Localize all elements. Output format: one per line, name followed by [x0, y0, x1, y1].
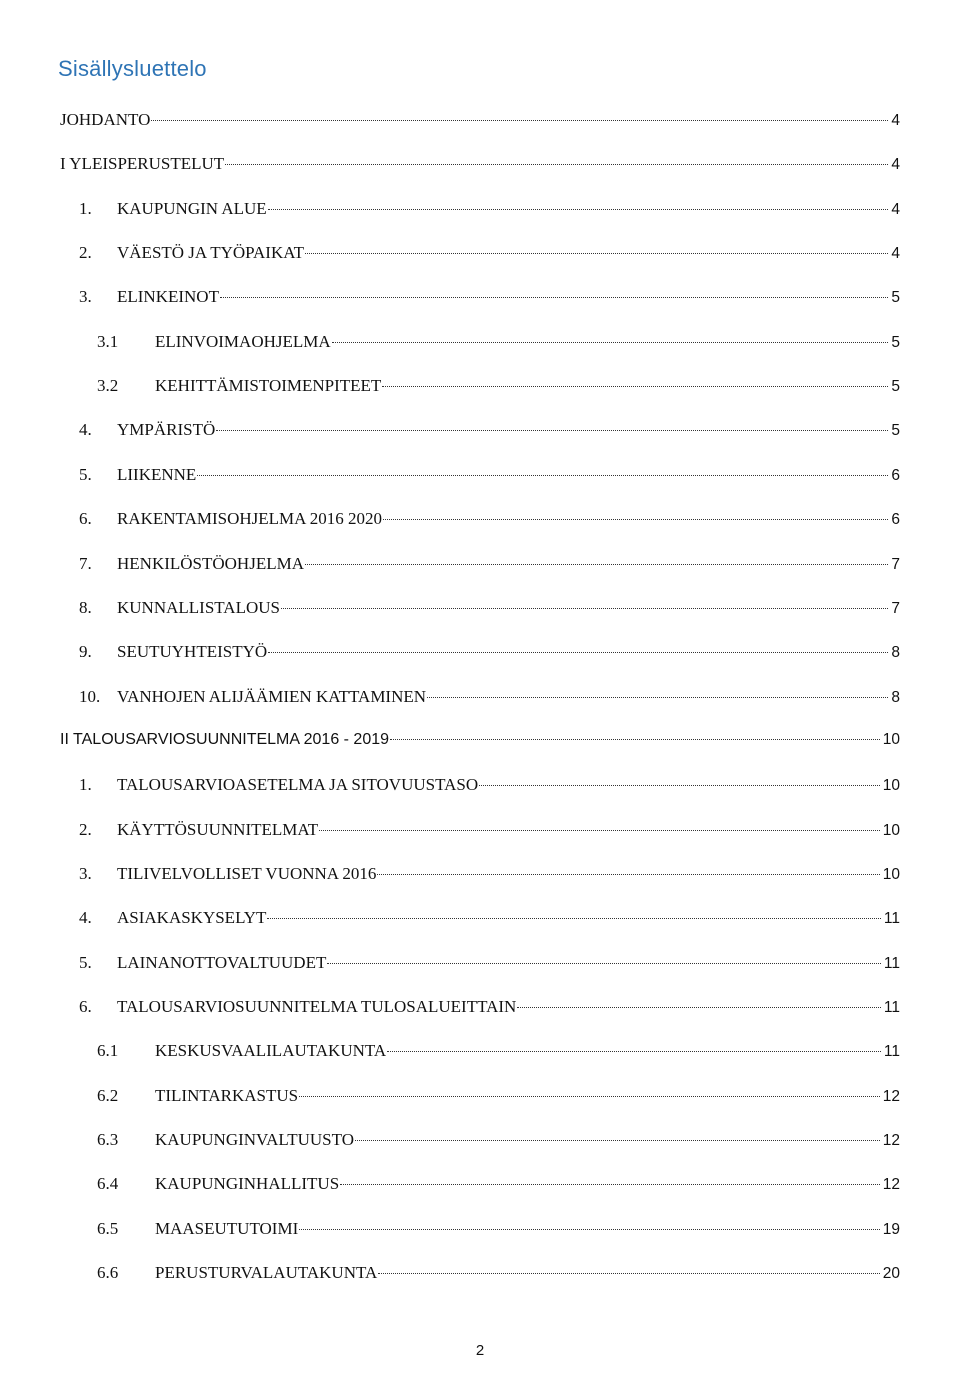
toc-entry-number: 4.	[79, 908, 92, 928]
dot-leader	[281, 608, 888, 609]
dot-leader	[305, 564, 888, 565]
toc-entry-page: 4	[891, 112, 900, 129]
toc-entry-number: 4.	[79, 420, 92, 440]
toc-entry-page: 7	[891, 555, 900, 573]
toc-entry[interactable]	[79, 687, 900, 711]
toc-entry-title: LIIKENNE	[117, 464, 197, 484]
toc-entry-title: MAASEUTUTOIMI	[155, 1218, 299, 1238]
toc-entry-title: VANHOJEN ALIJÄÄMIEN KATTAMINEN	[117, 686, 427, 706]
toc-entry-page: 4	[891, 156, 900, 174]
toc-entry-title: KÄYTTÖSUUNNITELMAT	[117, 819, 319, 839]
toc-entry[interactable]	[79, 243, 900, 267]
toc-entry-number: 3.1	[97, 331, 119, 351]
toc-entry-title: HENKILÖSTÖOHJELMA	[117, 553, 304, 573]
toc-entry-number: 8.	[79, 597, 92, 617]
toc-entry-number: 3.	[79, 287, 92, 307]
page-number-footer: 2	[475, 1342, 485, 1359]
dot-leader	[305, 253, 888, 254]
toc-entry-title: II TALOUSARVIOSUUNNITELMA 2016 - 2019	[60, 730, 390, 748]
toc-entry[interactable]	[79, 420, 900, 444]
toc-entry-page: 20	[882, 1265, 900, 1283]
toc-entry-page: 11	[883, 954, 900, 972]
dot-leader	[355, 1140, 880, 1141]
toc-entry-page: 10	[882, 821, 900, 839]
dot-leader	[225, 164, 888, 165]
dot-leader	[268, 652, 888, 653]
toc-entry[interactable]	[79, 598, 900, 622]
toc-entry-number: 3.2	[97, 376, 119, 396]
toc-entry-number: 1.	[79, 775, 92, 795]
dot-leader	[220, 297, 888, 298]
toc-entry-page: 8	[891, 644, 900, 662]
toc-entry-number: 6.	[79, 997, 92, 1016]
toc-entry-title: KESKUSVAALILAUTAKUNTA	[155, 1041, 387, 1061]
dot-leader	[383, 519, 888, 520]
toc-entry-page: 10	[882, 730, 900, 748]
toc-entry-title: TALOUSARVIOSUUNNITELMA TULOSALUEITTAIN	[117, 997, 517, 1016]
dot-leader	[267, 918, 880, 919]
dot-leader	[268, 209, 889, 210]
dot-leader	[332, 342, 889, 343]
toc-entry-title: VÄESTÖ JA TYÖPAIKAT	[117, 243, 305, 263]
dot-leader	[319, 830, 880, 831]
toc-entry-title: ASIAKASKYSELYT	[117, 908, 267, 928]
dot-leader	[479, 785, 880, 786]
toc-entry-number: 2.	[79, 243, 92, 263]
toc-entry-page: 12	[882, 1176, 900, 1194]
toc-entry[interactable]	[79, 820, 900, 844]
toc-entry-number: 2.	[79, 819, 92, 839]
toc-entry-page: 4	[891, 200, 900, 218]
toc-entry-page: 5	[891, 378, 900, 396]
toc-entry[interactable]	[60, 154, 900, 178]
toc-entry[interactable]	[97, 1174, 900, 1198]
toc-entry-title: LAINANOTTOVALTUUDET	[117, 952, 327, 972]
toc-entry-title: TILIVELVOLLISET VUONNA 2016	[117, 863, 377, 883]
toc-entry-title: I YLEISPERUSTELUT	[60, 154, 225, 174]
toc-entry-number: 6.1	[97, 1041, 119, 1061]
toc-entry-title: KUNNALLISTALOUS	[117, 597, 280, 617]
toc-entry-number: 1.	[79, 198, 92, 218]
toc-entry-page: 11	[883, 1043, 900, 1061]
toc-entry-page: 5	[891, 333, 900, 351]
dot-leader	[382, 386, 888, 387]
toc-entry-page: 11	[883, 999, 900, 1016]
toc-entry-number: 10.	[79, 686, 101, 706]
toc-entry-title: KAUPUNGIN ALUE	[117, 198, 267, 218]
dot-leader	[378, 1273, 879, 1274]
toc-entry-page: 6	[891, 511, 900, 529]
toc-entry-page: 8	[891, 688, 900, 706]
dot-leader	[299, 1096, 880, 1097]
toc-entry[interactable]	[97, 376, 900, 400]
toc-entry-number: 6.6	[97, 1263, 119, 1283]
toc-entry[interactable]	[79, 997, 900, 1021]
toc-entry[interactable]	[60, 110, 900, 134]
toc-entry-number: 6.5	[97, 1218, 119, 1238]
toc-entry[interactable]	[79, 554, 900, 578]
toc-entry-page: 10	[882, 777, 900, 795]
dot-leader	[216, 430, 888, 431]
toc-entry-title: RAKENTAMISOHJELMA 2016 2020	[117, 509, 382, 529]
dot-leader	[197, 475, 888, 476]
toc-entry-page: 6	[891, 466, 900, 484]
toc-entry-title: ELINVOIMAOHJELMA	[155, 331, 331, 351]
dot-leader	[517, 1007, 881, 1008]
toc-entry-page: 5	[891, 422, 900, 440]
toc-title: Sisällysluettelo	[58, 56, 207, 81]
toc-entry-page: 12	[882, 1087, 900, 1105]
toc-entry-page: 19	[882, 1220, 900, 1238]
toc-entry-title: KAUPUNGINHALLITUS	[155, 1174, 340, 1194]
toc-entry-number: 9.	[79, 642, 92, 662]
dot-leader	[327, 963, 881, 964]
toc-entry[interactable]	[97, 1263, 900, 1287]
toc-entry[interactable]	[97, 1219, 900, 1243]
toc-entry-number: 6.4	[97, 1174, 119, 1194]
dot-leader	[427, 697, 888, 698]
toc-entry-page: 11	[883, 910, 900, 928]
dot-leader	[151, 120, 888, 121]
toc-entry-title: SEUTUYHTEISTYÖ	[117, 642, 268, 662]
toc-entry-number: 6.	[79, 509, 92, 529]
toc-entry-number: 5.	[79, 952, 92, 972]
dot-leader	[299, 1229, 880, 1230]
dot-leader	[340, 1184, 880, 1185]
toc-entry[interactable]	[79, 509, 900, 533]
toc-entry-page: 5	[891, 289, 900, 307]
toc-entry[interactable]	[79, 287, 900, 311]
toc-entry[interactable]	[79, 908, 900, 932]
dot-leader	[387, 1051, 881, 1052]
toc-entry[interactable]	[60, 731, 900, 755]
toc-entry-page: 4	[891, 245, 900, 263]
toc-entry-number: 3.	[79, 863, 92, 883]
toc-entry[interactable]	[79, 199, 900, 223]
toc-entry[interactable]	[79, 864, 900, 888]
dot-leader	[390, 739, 880, 740]
toc-entry[interactable]	[79, 775, 900, 799]
toc-entry-title: JOHDANTO	[60, 110, 151, 129]
toc-entry-title: KAUPUNGINVALTUUSTO	[155, 1130, 354, 1150]
toc-entry[interactable]	[79, 953, 900, 977]
toc-entry-number: 6.3	[97, 1130, 119, 1150]
toc-entry[interactable]	[97, 332, 900, 356]
toc-entry-page: 7	[891, 599, 900, 617]
toc-entry-title: KEHITTÄMISTOIMENPITEET	[155, 376, 382, 396]
toc-entry-title: PERUSTURVALAUTAKUNTA	[155, 1263, 378, 1283]
toc-entry-number: 5.	[79, 464, 92, 484]
toc-entry-title: TILINTARKASTUS	[155, 1085, 299, 1105]
toc-entry[interactable]	[97, 1041, 900, 1065]
toc-entry-number: 6.2	[97, 1085, 119, 1105]
toc-entry-page: 12	[882, 1132, 900, 1150]
toc-entry[interactable]	[79, 465, 900, 489]
toc-entry[interactable]	[79, 642, 900, 666]
toc-entry[interactable]	[97, 1130, 900, 1154]
toc-entry[interactable]	[97, 1086, 900, 1110]
dot-leader	[377, 874, 879, 875]
toc-entry-page: 10	[882, 865, 900, 883]
toc-entry-title: TALOUSARVIOASETELMA JA SITOVUUSTASO	[117, 775, 479, 795]
toc-entry-title: ELINKEINOT	[117, 287, 219, 307]
toc-entry-title: YMPÄRISTÖ	[117, 420, 216, 440]
toc-entry-number: 7.	[79, 553, 92, 573]
